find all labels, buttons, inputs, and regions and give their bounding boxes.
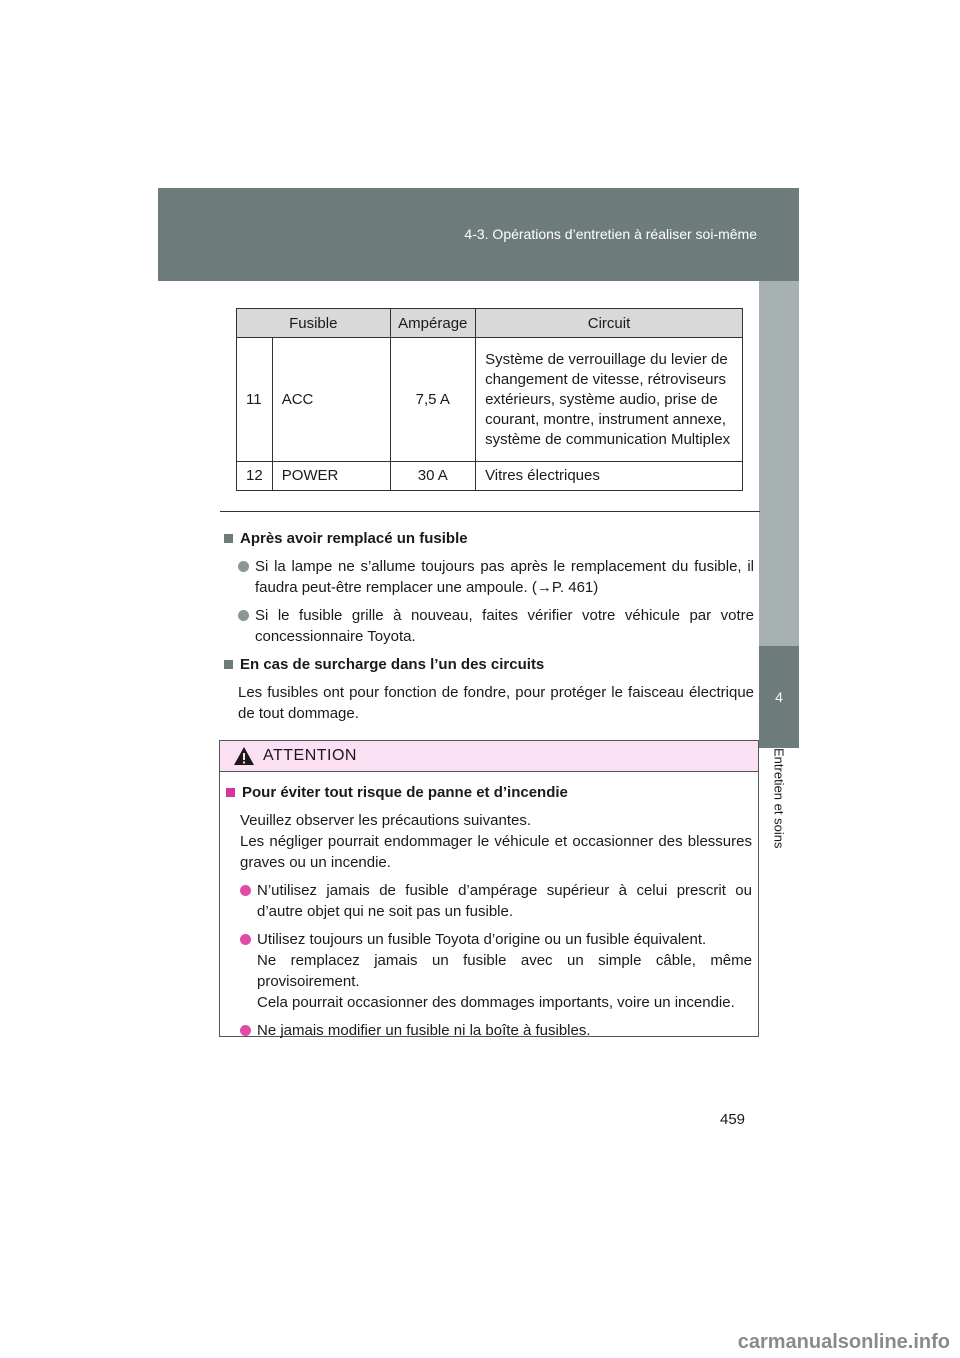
- warning-intro: Les négliger pourrait endommager le véhicule et occasionner des blessures graves ou un incendie.: [240, 833, 752, 871]
- circle-bullet-icon: [240, 934, 251, 945]
- list-item: Utilisez toujours un fusible Toyota d’origine ou un fusible équivalent. Ne remplacez jamais un fusible avec un simple câble, même provisoirement. Cela pourrait occasionner des dommages importants, voire un incendie.: [224, 929, 752, 1013]
- square-bullet-icon: [224, 660, 233, 669]
- warning-heading: Pour éviter tout risque de panne et d’incendie: [224, 782, 752, 803]
- section-text: Les fusibles ont pour fonction de fondre, pour protéger le faisceau électrique de tout dommage.: [238, 684, 754, 722]
- list-item: Ne jamais modifier un fusible ni la boîte à fusibles.: [224, 1020, 752, 1041]
- section-heading: Après avoir remplacé un fusible: [222, 528, 754, 549]
- table-row: [237, 462, 743, 491]
- header-amperage: Ampérage: [390, 309, 476, 338]
- fuse-number: 12: [237, 462, 273, 491]
- warning-header: [220, 741, 758, 772]
- section-heading: En cas de surcharge dans l’un des circuits: [222, 654, 754, 675]
- circle-bullet-icon: [238, 561, 249, 572]
- header-fuse: Fusible: [237, 309, 391, 338]
- fuse-circuit: Vitres électriques: [476, 462, 743, 491]
- fuse-number: 11: [237, 338, 273, 462]
- section-title: 4-3. Opérations d’entretien à réaliser soi-même: [464, 226, 757, 242]
- list-item: N’utilisez jamais de fusible d’ampérage supérieur à celui prescrit ou d’autre objet qui ne soit pas un fusible.: [224, 880, 752, 922]
- circle-bullet-icon: [240, 885, 251, 896]
- header-circuit: Circuit: [476, 309, 743, 338]
- fuse-table: [236, 308, 743, 491]
- fuse-amperage: 30 A: [390, 462, 476, 491]
- table-header-row: [237, 309, 743, 338]
- circle-bullet-icon: [238, 610, 249, 621]
- circle-bullet-icon: [240, 1025, 251, 1036]
- list-item: Si le fusible grille à nouveau, faites vérifier votre véhicule par votre concessionnaire Toyota.: [222, 605, 754, 647]
- warning-body: [220, 772, 758, 1041]
- fuse-amperage: 7,5 A: [390, 338, 476, 462]
- chapter-header: [158, 188, 799, 281]
- list-item: Si la lampe ne s’allume toujours pas après le remplacement du fusible, il faudra peut-être remplacer une ampoule. (→P. 461): [222, 556, 754, 598]
- warning-title: ATTENTION: [263, 747, 357, 764]
- table-row: [237, 338, 743, 462]
- square-bullet-icon: [226, 788, 235, 797]
- chapter-label: Entretien et soins: [771, 748, 787, 849]
- chapter-label-tab: [759, 748, 799, 888]
- fuse-name: POWER: [272, 462, 390, 491]
- chapter-number-tab: 4: [759, 646, 799, 748]
- warning-triangle-icon: [233, 746, 255, 766]
- watermark: carmanualsonline.info: [737, 1331, 950, 1353]
- fuse-circuit: Système de verrouillage du levier de changement de vitesse, rétroviseurs extérieurs, système audio, prise de courant, montre, instrument annexe, système de communication Multiplex: [476, 338, 743, 462]
- side-tab-spacer: [759, 281, 799, 646]
- square-bullet-icon: [224, 534, 233, 543]
- warning-box: [219, 740, 759, 1037]
- main-content: [222, 528, 754, 731]
- page-number: 459: [720, 1111, 746, 1128]
- warning-intro: Veuillez observer les précautions suivantes.: [240, 812, 531, 829]
- divider: [220, 511, 760, 512]
- fuse-name: ACC: [272, 338, 390, 462]
